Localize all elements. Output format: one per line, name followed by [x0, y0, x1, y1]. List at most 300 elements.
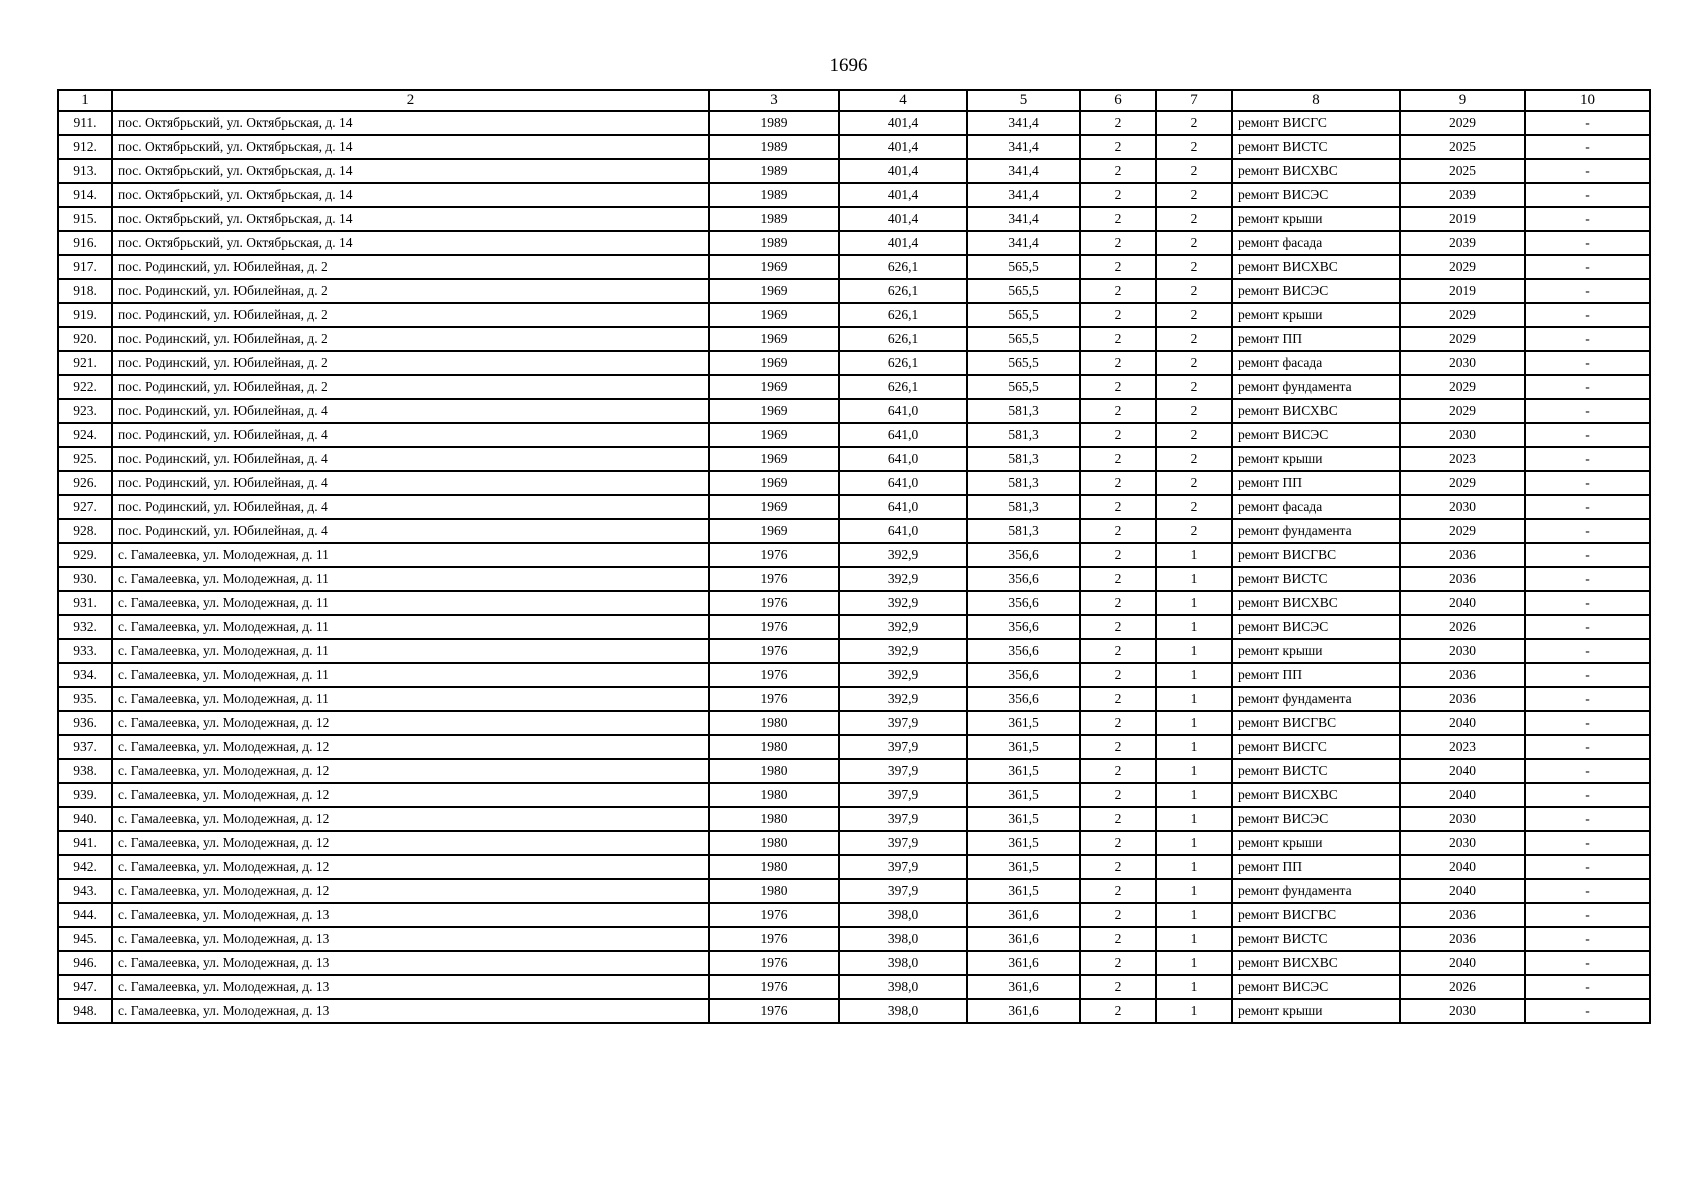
year-cell: 1976 [709, 591, 839, 615]
work-type-cell: ремонт ВИСТС [1232, 759, 1400, 783]
entrances-cell: 2 [1156, 111, 1232, 135]
planned-year-cell: 2030 [1400, 495, 1525, 519]
entrances-cell: 1 [1156, 687, 1232, 711]
column-header: 1 [58, 90, 112, 111]
entrances-cell: 2 [1156, 303, 1232, 327]
floors-cell: 2 [1080, 495, 1156, 519]
year-cell: 1969 [709, 375, 839, 399]
table-row [58, 783, 1650, 807]
address-cell: с. Гамалеевка, ул. Молодежная, д. 11 [112, 543, 709, 567]
year-cell: 1980 [709, 807, 839, 831]
note-cell: - [1525, 447, 1650, 471]
address-cell: пос. Родинский, ул. Юбилейная, д. 2 [112, 279, 709, 303]
address-cell: с. Гамалеевка, ул. Молодежная, д. 13 [112, 999, 709, 1023]
total-area-cell: 392,9 [839, 543, 967, 567]
living-area-cell: 361,6 [967, 999, 1080, 1023]
total-area-cell: 392,9 [839, 591, 967, 615]
entrances-cell: 1 [1156, 807, 1232, 831]
column-header: 4 [839, 90, 967, 111]
year-cell: 1969 [709, 399, 839, 423]
address-cell: пос. Родинский, ул. Юбилейная, д. 2 [112, 255, 709, 279]
total-area-cell: 641,0 [839, 471, 967, 495]
table-row [58, 399, 1650, 423]
entrances-cell: 1 [1156, 903, 1232, 927]
address-cell: пос. Родинский, ул. Юбилейная, д. 4 [112, 471, 709, 495]
year-cell: 1976 [709, 543, 839, 567]
table-row [58, 879, 1650, 903]
entrances-cell: 2 [1156, 447, 1232, 471]
row-number-cell: 916. [58, 231, 112, 255]
living-area-cell: 361,5 [967, 783, 1080, 807]
entrances-cell: 1 [1156, 783, 1232, 807]
planned-year-cell: 2029 [1400, 327, 1525, 351]
planned-year-cell: 2036 [1400, 567, 1525, 591]
living-area-cell: 361,6 [967, 975, 1080, 999]
floors-cell: 2 [1080, 543, 1156, 567]
entrances-cell: 2 [1156, 423, 1232, 447]
floors-cell: 2 [1080, 375, 1156, 399]
work-type-cell: ремонт ВИСЭС [1232, 183, 1400, 207]
row-number-cell: 941. [58, 831, 112, 855]
entrances-cell: 2 [1156, 279, 1232, 303]
floors-cell: 2 [1080, 879, 1156, 903]
planned-year-cell: 2036 [1400, 903, 1525, 927]
planned-year-cell: 2029 [1400, 471, 1525, 495]
address-cell: с. Гамалеевка, ул. Молодежная, д. 13 [112, 951, 709, 975]
row-number-cell: 911. [58, 111, 112, 135]
row-number-cell: 933. [58, 639, 112, 663]
table-row [58, 471, 1650, 495]
work-type-cell: ремонт ПП [1232, 855, 1400, 879]
living-area-cell: 581,3 [967, 519, 1080, 543]
column-header: 3 [709, 90, 839, 111]
table-row [58, 207, 1650, 231]
total-area-cell: 641,0 [839, 495, 967, 519]
living-area-cell: 356,6 [967, 615, 1080, 639]
row-number-cell: 932. [58, 615, 112, 639]
note-cell: - [1525, 279, 1650, 303]
address-cell: пос. Октябрьский, ул. Октябрьская, д. 14 [112, 183, 709, 207]
note-cell: - [1525, 543, 1650, 567]
entrances-cell: 2 [1156, 183, 1232, 207]
note-cell: - [1525, 567, 1650, 591]
living-area-cell: 581,3 [967, 399, 1080, 423]
column-header: 2 [112, 90, 709, 111]
column-header: 10 [1525, 90, 1650, 111]
planned-year-cell: 2040 [1400, 783, 1525, 807]
entrances-cell: 1 [1156, 855, 1232, 879]
entrances-cell: 2 [1156, 471, 1232, 495]
address-cell: пос. Родинский, ул. Юбилейная, д. 4 [112, 399, 709, 423]
table-body [58, 111, 1650, 1023]
table-row [58, 375, 1650, 399]
year-cell: 1976 [709, 903, 839, 927]
living-area-cell: 565,5 [967, 279, 1080, 303]
work-type-cell: ремонт крыши [1232, 999, 1400, 1023]
total-area-cell: 401,4 [839, 231, 967, 255]
total-area-cell: 397,9 [839, 855, 967, 879]
total-area-cell: 626,1 [839, 351, 967, 375]
note-cell: - [1525, 687, 1650, 711]
year-cell: 1969 [709, 423, 839, 447]
note-cell: - [1525, 759, 1650, 783]
row-number-cell: 918. [58, 279, 112, 303]
row-number-cell: 919. [58, 303, 112, 327]
table-row [58, 519, 1650, 543]
living-area-cell: 341,4 [967, 111, 1080, 135]
table-row [58, 183, 1650, 207]
year-cell: 1980 [709, 735, 839, 759]
address-cell: с. Гамалеевка, ул. Молодежная, д. 11 [112, 639, 709, 663]
floors-cell: 2 [1080, 423, 1156, 447]
total-area-cell: 398,0 [839, 927, 967, 951]
total-area-cell: 626,1 [839, 327, 967, 351]
year-cell: 1969 [709, 303, 839, 327]
total-area-cell: 641,0 [839, 423, 967, 447]
living-area-cell: 565,5 [967, 375, 1080, 399]
note-cell: - [1525, 615, 1650, 639]
address-cell: пос. Родинский, ул. Юбилейная, д. 2 [112, 303, 709, 327]
row-number-cell: 912. [58, 135, 112, 159]
row-number-cell: 935. [58, 687, 112, 711]
table-row [58, 279, 1650, 303]
planned-year-cell: 2023 [1400, 447, 1525, 471]
row-number-cell: 934. [58, 663, 112, 687]
planned-year-cell: 2039 [1400, 183, 1525, 207]
entrances-cell: 1 [1156, 831, 1232, 855]
row-number-cell: 940. [58, 807, 112, 831]
total-area-cell: 397,9 [839, 783, 967, 807]
planned-year-cell: 2030 [1400, 831, 1525, 855]
row-number-cell: 930. [58, 567, 112, 591]
address-cell: пос. Октябрьский, ул. Октябрьская, д. 14 [112, 111, 709, 135]
note-cell: - [1525, 999, 1650, 1023]
work-type-cell: ремонт ВИСГВС [1232, 903, 1400, 927]
floors-cell: 2 [1080, 639, 1156, 663]
work-type-cell: ремонт ПП [1232, 663, 1400, 687]
planned-year-cell: 2040 [1400, 855, 1525, 879]
row-number-cell: 948. [58, 999, 112, 1023]
table-row [58, 831, 1650, 855]
living-area-cell: 581,3 [967, 471, 1080, 495]
note-cell: - [1525, 111, 1650, 135]
table-row [58, 927, 1650, 951]
floors-cell: 2 [1080, 399, 1156, 423]
entrances-cell: 1 [1156, 711, 1232, 735]
column-header: 5 [967, 90, 1080, 111]
entrances-cell: 1 [1156, 615, 1232, 639]
living-area-cell: 361,6 [967, 903, 1080, 927]
address-cell: пос. Октябрьский, ул. Октябрьская, д. 14 [112, 231, 709, 255]
table-row [58, 855, 1650, 879]
floors-cell: 2 [1080, 735, 1156, 759]
address-cell: с. Гамалеевка, ул. Молодежная, д. 12 [112, 831, 709, 855]
note-cell: - [1525, 207, 1650, 231]
planned-year-cell: 2025 [1400, 135, 1525, 159]
total-area-cell: 397,9 [839, 807, 967, 831]
note-cell: - [1525, 663, 1650, 687]
entrances-cell: 1 [1156, 567, 1232, 591]
note-cell: - [1525, 375, 1650, 399]
work-type-cell: ремонт фундамента [1232, 687, 1400, 711]
living-area-cell: 356,6 [967, 543, 1080, 567]
work-type-cell: ремонт крыши [1232, 831, 1400, 855]
year-cell: 1980 [709, 879, 839, 903]
total-area-cell: 401,4 [839, 135, 967, 159]
planned-year-cell: 2029 [1400, 519, 1525, 543]
floors-cell: 2 [1080, 255, 1156, 279]
living-area-cell: 581,3 [967, 423, 1080, 447]
living-area-cell: 356,6 [967, 687, 1080, 711]
year-cell: 1980 [709, 759, 839, 783]
planned-year-cell: 2030 [1400, 639, 1525, 663]
entrances-cell: 2 [1156, 207, 1232, 231]
table-row [58, 351, 1650, 375]
table-row [58, 735, 1650, 759]
floors-cell: 2 [1080, 927, 1156, 951]
work-type-cell: ремонт ПП [1232, 471, 1400, 495]
year-cell: 1980 [709, 831, 839, 855]
row-number-cell: 920. [58, 327, 112, 351]
floors-cell: 2 [1080, 663, 1156, 687]
floors-cell: 2 [1080, 327, 1156, 351]
floors-cell: 2 [1080, 831, 1156, 855]
column-header: 6 [1080, 90, 1156, 111]
floors-cell: 2 [1080, 111, 1156, 135]
planned-year-cell: 2040 [1400, 951, 1525, 975]
floors-cell: 2 [1080, 711, 1156, 735]
address-cell: пос. Родинский, ул. Юбилейная, д. 4 [112, 495, 709, 519]
row-number-cell: 915. [58, 207, 112, 231]
table-row [58, 951, 1650, 975]
address-cell: с. Гамалеевка, ул. Молодежная, д. 11 [112, 591, 709, 615]
work-type-cell: ремонт ПП [1232, 327, 1400, 351]
year-cell: 1989 [709, 183, 839, 207]
page-number: 1696 [829, 55, 868, 76]
living-area-cell: 356,6 [967, 639, 1080, 663]
address-cell: с. Гамалеевка, ул. Молодежная, д. 12 [112, 759, 709, 783]
floors-cell: 2 [1080, 591, 1156, 615]
entrances-cell: 1 [1156, 927, 1232, 951]
year-cell: 1976 [709, 567, 839, 591]
year-cell: 1976 [709, 639, 839, 663]
total-area-cell: 626,1 [839, 279, 967, 303]
table-row [58, 639, 1650, 663]
address-cell: с. Гамалеевка, ул. Молодежная, д. 13 [112, 927, 709, 951]
work-type-cell: ремонт ВИСТС [1232, 567, 1400, 591]
living-area-cell: 361,5 [967, 735, 1080, 759]
year-cell: 1969 [709, 279, 839, 303]
living-area-cell: 581,3 [967, 447, 1080, 471]
table-row [58, 423, 1650, 447]
work-type-cell: ремонт ВИСГВС [1232, 543, 1400, 567]
total-area-cell: 641,0 [839, 447, 967, 471]
planned-year-cell: 2019 [1400, 207, 1525, 231]
entrances-cell: 2 [1156, 375, 1232, 399]
entrances-cell: 2 [1156, 519, 1232, 543]
work-type-cell: ремонт крыши [1232, 207, 1400, 231]
address-cell: с. Гамалеевка, ул. Молодежная, д. 11 [112, 615, 709, 639]
entrances-cell: 2 [1156, 495, 1232, 519]
living-area-cell: 341,4 [967, 183, 1080, 207]
row-number-cell: 914. [58, 183, 112, 207]
living-area-cell: 361,5 [967, 831, 1080, 855]
total-area-cell: 392,9 [839, 687, 967, 711]
row-number-cell: 927. [58, 495, 112, 519]
address-cell: с. Гамалеевка, ул. Молодежная, д. 12 [112, 879, 709, 903]
living-area-cell: 361,5 [967, 711, 1080, 735]
address-cell: с. Гамалеевка, ул. Молодежная, д. 12 [112, 783, 709, 807]
note-cell: - [1525, 399, 1650, 423]
address-cell: пос. Родинский, ул. Юбилейная, д. 2 [112, 327, 709, 351]
year-cell: 1969 [709, 495, 839, 519]
column-header: 8 [1232, 90, 1400, 111]
note-cell: - [1525, 423, 1650, 447]
total-area-cell: 397,9 [839, 879, 967, 903]
entrances-cell: 1 [1156, 975, 1232, 999]
total-area-cell: 397,9 [839, 711, 967, 735]
table-row [58, 135, 1650, 159]
planned-year-cell: 2029 [1400, 375, 1525, 399]
work-type-cell: ремонт ВИСТС [1232, 927, 1400, 951]
row-number-cell: 942. [58, 855, 112, 879]
entrances-cell: 1 [1156, 591, 1232, 615]
table-row [58, 687, 1650, 711]
address-cell: с. Гамалеевка, ул. Молодежная, д. 11 [112, 663, 709, 687]
work-type-cell: ремонт крыши [1232, 639, 1400, 663]
work-type-cell: ремонт ВИСЭС [1232, 423, 1400, 447]
total-area-cell: 626,1 [839, 375, 967, 399]
entrances-cell: 2 [1156, 399, 1232, 423]
table-row [58, 615, 1650, 639]
table-row [58, 591, 1650, 615]
work-type-cell: ремонт фасада [1232, 351, 1400, 375]
address-cell: пос. Родинский, ул. Юбилейная, д. 2 [112, 351, 709, 375]
year-cell: 1989 [709, 111, 839, 135]
table-row [58, 159, 1650, 183]
floors-cell: 2 [1080, 351, 1156, 375]
year-cell: 1969 [709, 447, 839, 471]
row-number-cell: 917. [58, 255, 112, 279]
year-cell: 1976 [709, 687, 839, 711]
row-number-cell: 913. [58, 159, 112, 183]
row-number-cell: 937. [58, 735, 112, 759]
year-cell: 1980 [709, 855, 839, 879]
floors-cell: 2 [1080, 759, 1156, 783]
total-area-cell: 401,4 [839, 207, 967, 231]
row-number-cell: 936. [58, 711, 112, 735]
total-area-cell: 397,9 [839, 759, 967, 783]
entrances-cell: 1 [1156, 879, 1232, 903]
living-area-cell: 565,5 [967, 255, 1080, 279]
work-type-cell: ремонт ВИСЭС [1232, 615, 1400, 639]
entrances-cell: 1 [1156, 735, 1232, 759]
work-type-cell: ремонт фундамента [1232, 519, 1400, 543]
floors-cell: 2 [1080, 615, 1156, 639]
note-cell: - [1525, 711, 1650, 735]
work-type-cell: ремонт ВИСХВС [1232, 399, 1400, 423]
address-cell: пос. Родинский, ул. Юбилейная, д. 4 [112, 447, 709, 471]
column-header: 7 [1156, 90, 1232, 111]
living-area-cell: 341,4 [967, 135, 1080, 159]
table-row [58, 303, 1650, 327]
note-cell: - [1525, 735, 1650, 759]
note-cell: - [1525, 351, 1650, 375]
work-type-cell: ремонт ВИСХВС [1232, 783, 1400, 807]
floors-cell: 2 [1080, 279, 1156, 303]
living-area-cell: 361,5 [967, 807, 1080, 831]
year-cell: 1969 [709, 471, 839, 495]
planned-year-cell: 2039 [1400, 231, 1525, 255]
living-area-cell: 565,5 [967, 351, 1080, 375]
floors-cell: 2 [1080, 999, 1156, 1023]
row-number-cell: 946. [58, 951, 112, 975]
planned-year-cell: 2036 [1400, 663, 1525, 687]
entrances-cell: 1 [1156, 951, 1232, 975]
note-cell: - [1525, 159, 1650, 183]
address-cell: с. Гамалеевка, ул. Молодежная, д. 13 [112, 975, 709, 999]
planned-year-cell: 2029 [1400, 399, 1525, 423]
total-area-cell: 392,9 [839, 567, 967, 591]
floors-cell: 2 [1080, 687, 1156, 711]
total-area-cell: 398,0 [839, 999, 967, 1023]
row-number-cell: 939. [58, 783, 112, 807]
planned-year-cell: 2029 [1400, 303, 1525, 327]
planned-year-cell: 2036 [1400, 687, 1525, 711]
planned-year-cell: 2030 [1400, 999, 1525, 1023]
planned-year-cell: 2029 [1400, 111, 1525, 135]
floors-cell: 2 [1080, 951, 1156, 975]
row-number-cell: 922. [58, 375, 112, 399]
address-cell: пос. Октябрьский, ул. Октябрьская, д. 14 [112, 207, 709, 231]
note-cell: - [1525, 639, 1650, 663]
living-area-cell: 341,4 [967, 159, 1080, 183]
planned-year-cell: 2040 [1400, 879, 1525, 903]
planned-year-cell: 2030 [1400, 351, 1525, 375]
planned-year-cell: 2040 [1400, 711, 1525, 735]
work-type-cell: ремонт ВИСЭС [1232, 807, 1400, 831]
address-cell: пос. Родинский, ул. Юбилейная, д. 2 [112, 375, 709, 399]
floors-cell: 2 [1080, 783, 1156, 807]
address-cell: пос. Родинский, ул. Юбилейная, д. 4 [112, 423, 709, 447]
address-cell: пос. Родинский, ул. Юбилейная, д. 4 [112, 519, 709, 543]
work-type-cell: ремонт ВИСГС [1232, 111, 1400, 135]
entrances-cell: 2 [1156, 159, 1232, 183]
work-type-cell: ремонт ВИСХВС [1232, 951, 1400, 975]
work-type-cell: ремонт ВИСГВС [1232, 711, 1400, 735]
note-cell: - [1525, 255, 1650, 279]
total-area-cell: 392,9 [839, 615, 967, 639]
entrances-cell: 1 [1156, 543, 1232, 567]
total-area-cell: 398,0 [839, 903, 967, 927]
planned-year-cell: 2030 [1400, 807, 1525, 831]
living-area-cell: 361,6 [967, 927, 1080, 951]
address-cell: пос. Октябрьский, ул. Октябрьская, д. 14 [112, 135, 709, 159]
address-cell: пос. Октябрьский, ул. Октябрьская, д. 14 [112, 159, 709, 183]
note-cell: - [1525, 783, 1650, 807]
entrances-cell: 2 [1156, 231, 1232, 255]
year-cell: 1976 [709, 927, 839, 951]
year-cell: 1980 [709, 711, 839, 735]
living-area-cell: 361,5 [967, 879, 1080, 903]
table-row [58, 975, 1650, 999]
total-area-cell: 641,0 [839, 399, 967, 423]
table-row [58, 759, 1650, 783]
row-number-cell: 921. [58, 351, 112, 375]
row-number-cell: 929. [58, 543, 112, 567]
note-cell: - [1525, 327, 1650, 351]
floors-cell: 2 [1080, 447, 1156, 471]
